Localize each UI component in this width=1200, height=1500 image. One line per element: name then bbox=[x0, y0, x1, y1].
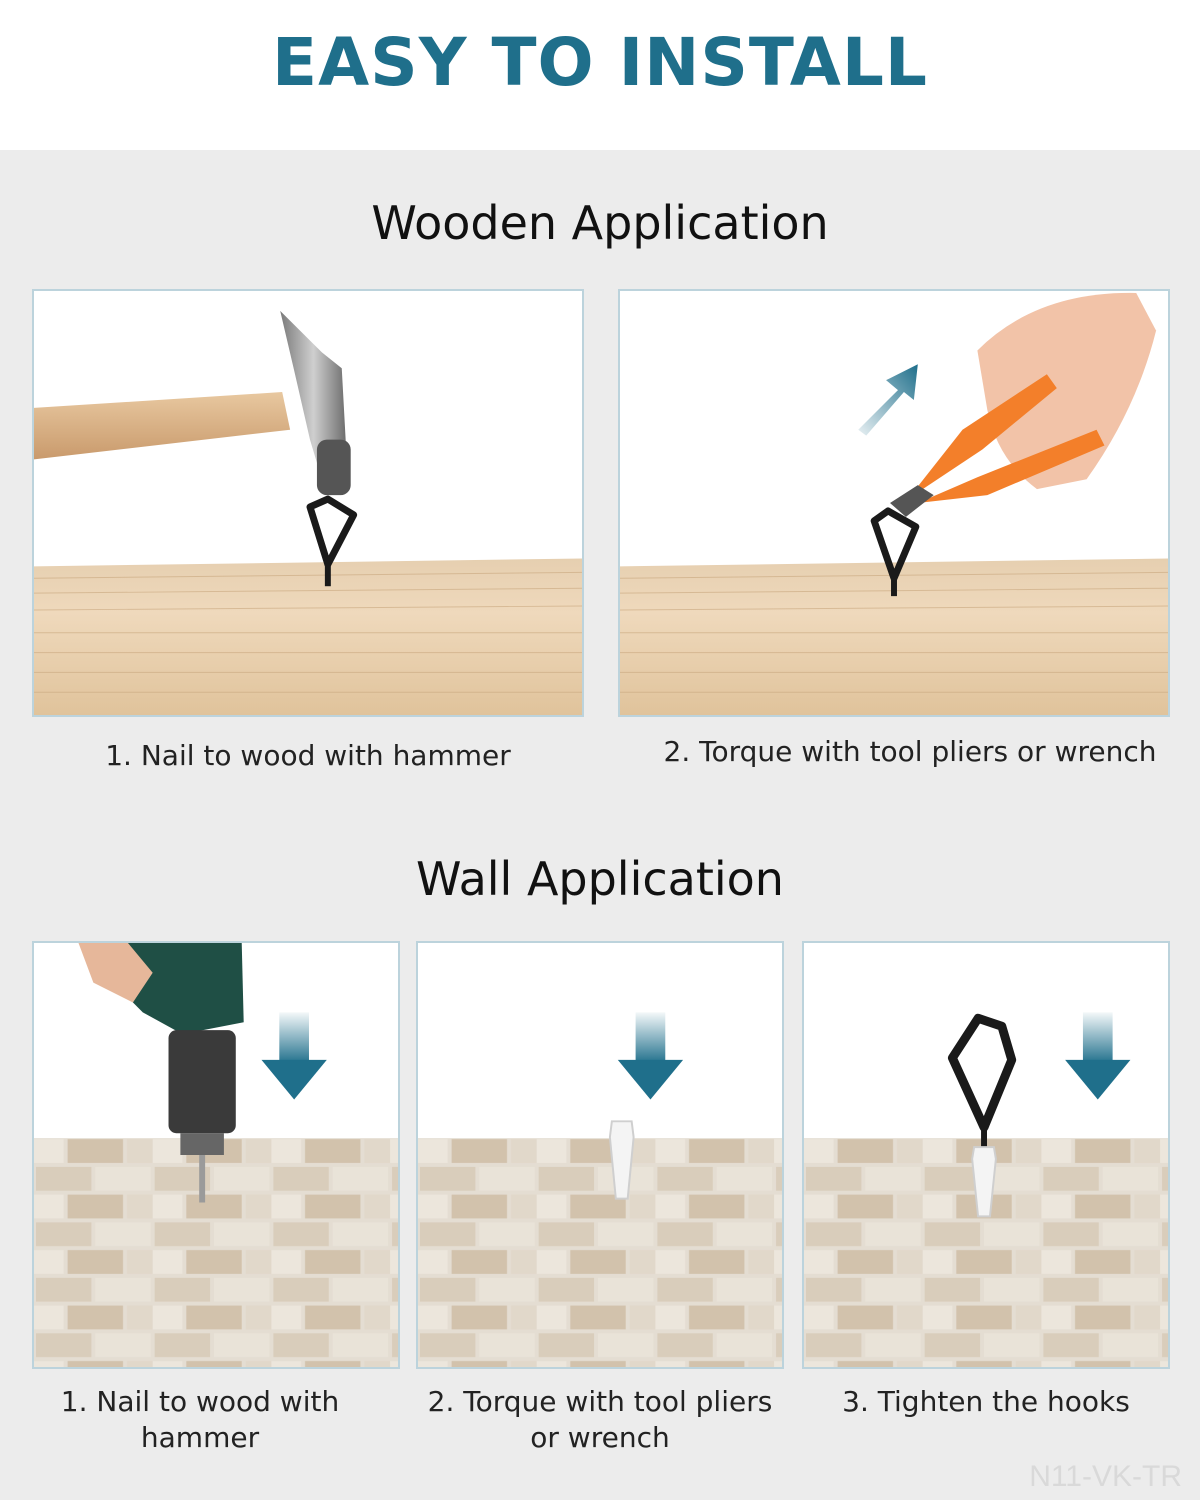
wooden-step1-image bbox=[32, 289, 584, 717]
wall-step1-caption-line2: hammer bbox=[140, 1421, 260, 1454]
wall-step2-image bbox=[416, 941, 784, 1369]
wall-step2-caption-line1: 2. Torque with tool pliers bbox=[427, 1385, 773, 1418]
wall-step3-caption: 3. Tighten the hooks bbox=[842, 1385, 1130, 1418]
watermark: N11-VK-TR bbox=[1029, 1460, 1182, 1493]
wooden-step1-caption: 1. Nail to wood with hammer bbox=[105, 739, 511, 772]
page-title: EASY TO INSTALL bbox=[272, 24, 928, 101]
wooden-step2-image bbox=[618, 289, 1170, 717]
wall-section-title: Wall Application bbox=[416, 852, 784, 906]
wall-step1-image bbox=[32, 941, 400, 1369]
wooden-step2-caption: 2. Torque with tool pliers or wrench bbox=[663, 735, 1157, 768]
wall-step2-caption-line2: or wrench bbox=[530, 1421, 670, 1454]
wooden-section-title: Wooden Application bbox=[371, 196, 829, 250]
wall-step1-caption-line1: 1. Nail to wood with bbox=[60, 1385, 340, 1418]
wall-step3-image bbox=[802, 941, 1170, 1369]
